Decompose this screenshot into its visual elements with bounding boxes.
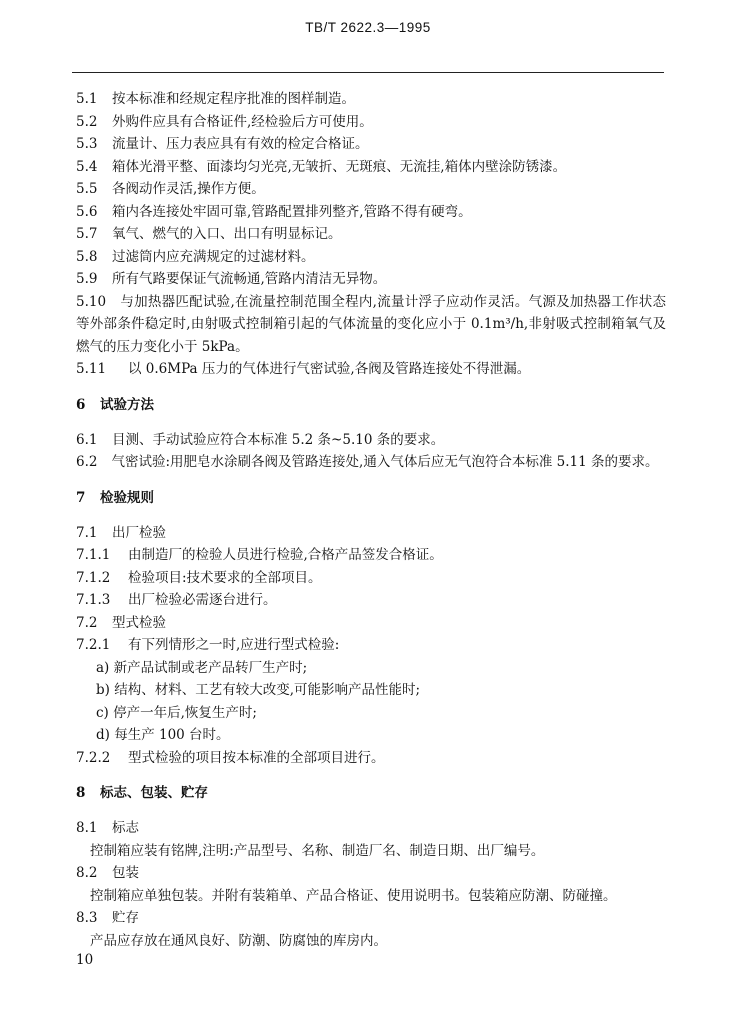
spacer [76,381,666,393]
section-heading-6 [76,393,666,417]
section-number: 8 [76,785,86,801]
clause-5-10 [76,291,666,359]
clause-7-1-2 [76,567,666,590]
clause-number: 7.1.1 [76,547,111,563]
clause-text: 外购件应具有合格证件,经检验后方可使用。 [112,113,373,130]
clause-7-2 [76,612,666,635]
clause-text: 氧气、燃气的入口、出口有明显标记。 [112,226,342,242]
clause-text: 由制造厂的检验人员进行检验,合格产品签发合格证。 [128,547,443,563]
clause-5-3 [76,133,666,156]
clause-number: 5.4 [76,158,98,175]
clause-text: 出厂检验必需逐台进行。 [128,592,277,608]
clause-text: 有下列情形之一时,应进行型式检验: [128,637,340,653]
spacer [76,417,666,429]
clause-number: 5.7 [76,226,98,242]
clause-text: 出厂检验 [112,524,166,541]
clause-text: 与加热器匹配试验,在流量控制范围全程内,流量计浮子应动作灵活。气源及加热器工作状态等外部条件稳定时,由射吸式控制箱引起的气体流量的变化应小于 0.1m³/h,非射吸式控制箱氧气及燃气的压力变化小于 5kPa。 [76,293,666,355]
clause-text: 目测、手动试验应符合本标准 5.2 条~5.10 条的要求。 [112,431,445,448]
clause-6-1 [76,429,666,452]
clause-5-1 [76,88,666,111]
clause-text: 箱内各连接处牢固可靠,管路配置排列整齐,管路不得有硬弯。 [112,203,472,220]
section-number: 7 [76,489,86,506]
clause-8-2 [76,862,666,885]
clause-8-1-body: 控制箱应装有铭牌,注明:产品型号、名称、制造厂名、制造日期、出厂编号。 [90,842,545,859]
clause-5-4 [76,156,666,179]
clause-number: 7.1.2 [76,569,111,586]
clause-number: 5.1 [76,91,98,107]
clause-text: 型式检验 [112,614,166,631]
clause-text: 检验项目:技术要求的全部项目。 [128,569,322,586]
list-item-b: b) 结构、材料、工艺有较大改变,可能影响产品性能时; [96,682,421,698]
clause-number: 5.6 [76,203,98,220]
clause-number: 5.10 [76,293,107,310]
clause-text: 型式检验的项目按本标准的全部项目进行。 [128,749,385,766]
clause-7-1-1 [76,544,666,567]
section-heading-7 [76,486,666,510]
clause-text: 过滤筒内应充满规定的过滤材料。 [112,248,315,265]
clause-number: 7.1 [76,524,98,541]
clause-5-6 [76,201,666,224]
clause-number: 5.11 [76,361,107,377]
clause-5-11 [76,358,666,381]
clause-text: 贮存 [112,910,139,926]
clause-number: 8.3 [76,910,98,926]
clause-8-1 [76,817,666,840]
clause-7-1 [76,522,666,545]
clause-text: 按本标准和经规定程序批准的图样制造。 [112,91,355,107]
clause-text: 所有气路要保证气流畅通,管路内清洁无异物。 [112,271,387,287]
clause-text: 箱体光滑平整、面漆均匀光亮,无皱折、无斑痕、无流挂,箱体内壁涂防锈漆。 [112,158,567,175]
clause-text: 以 0.6MPa 压力的气体进行气密试验,各阀及管路连接处不得泄漏。 [128,361,531,377]
spacer [76,510,666,522]
clause-number: 6.1 [76,431,98,448]
clause-6-2 [76,451,666,474]
clause-number: 5.2 [76,113,98,130]
clause-8-3 [76,907,666,930]
clause-7-2-2 [76,747,666,770]
document-body [76,88,666,952]
clause-text: 流量计、压力表应具有有效的检定合格证。 [112,136,369,152]
clause-number: 5.3 [76,136,98,152]
clause-text: 标志 [112,820,139,836]
clause-5-8 [76,246,666,269]
clause-number: 7.2 [76,614,98,631]
clause-number: 5.5 [76,181,98,197]
clause-number: 5.9 [76,271,98,287]
clause-number: 8.2 [76,865,98,881]
clause-8-3-body: 产品应存放在通风良好、防潮、防腐蚀的库房内。 [90,932,387,949]
section-title: 标志、包装、贮存 [100,785,208,801]
spacer [76,474,666,486]
clause-5-9 [76,268,666,291]
section-heading-8 [76,781,666,805]
clause-5-5 [76,178,666,201]
clause-number: 7.2.2 [76,749,111,766]
clause-5-2 [76,111,666,134]
spacer [76,769,666,781]
clause-text: 各阀动作灵活,操作方便。 [112,181,265,197]
page-header: TB/T 2622.3—1995 [305,20,431,35]
clause-5-7 [76,223,666,246]
spacer [76,805,666,817]
clause-number: 5.8 [76,248,98,265]
list-item-c: c) 停产一年后,恢复生产时; [96,704,257,721]
clause-8-2-body: 控制箱应单独包装。并附有装箱单、产品合格证、使用说明书。包装箱应防潮、防碰撞。 [90,887,617,904]
clause-text: 包装 [112,865,139,881]
clause-number: 8.1 [76,820,98,836]
list-item-a: a) 新产品试制或老产品转厂生产时; [96,659,308,676]
clause-number: 7.1.3 [76,592,111,608]
section-title: 试验方法 [100,396,154,413]
section-number: 6 [76,396,86,413]
section-title: 检验规则 [100,489,154,506]
page-number: 10 [76,952,94,968]
list-item-d: d) 每生产 100 台时。 [96,727,230,743]
clause-7-2-1 [76,634,666,657]
header-rule [72,72,664,73]
clause-text: 气密试验:用肥皂水涂刷各阀及管路连接处,通入气体后应无气泡符合本标准 5.11 条的要求。 [111,454,659,470]
clause-number: 7.2.1 [76,637,111,653]
clause-7-1-3 [76,589,666,612]
clause-number: 6.2 [76,454,98,470]
